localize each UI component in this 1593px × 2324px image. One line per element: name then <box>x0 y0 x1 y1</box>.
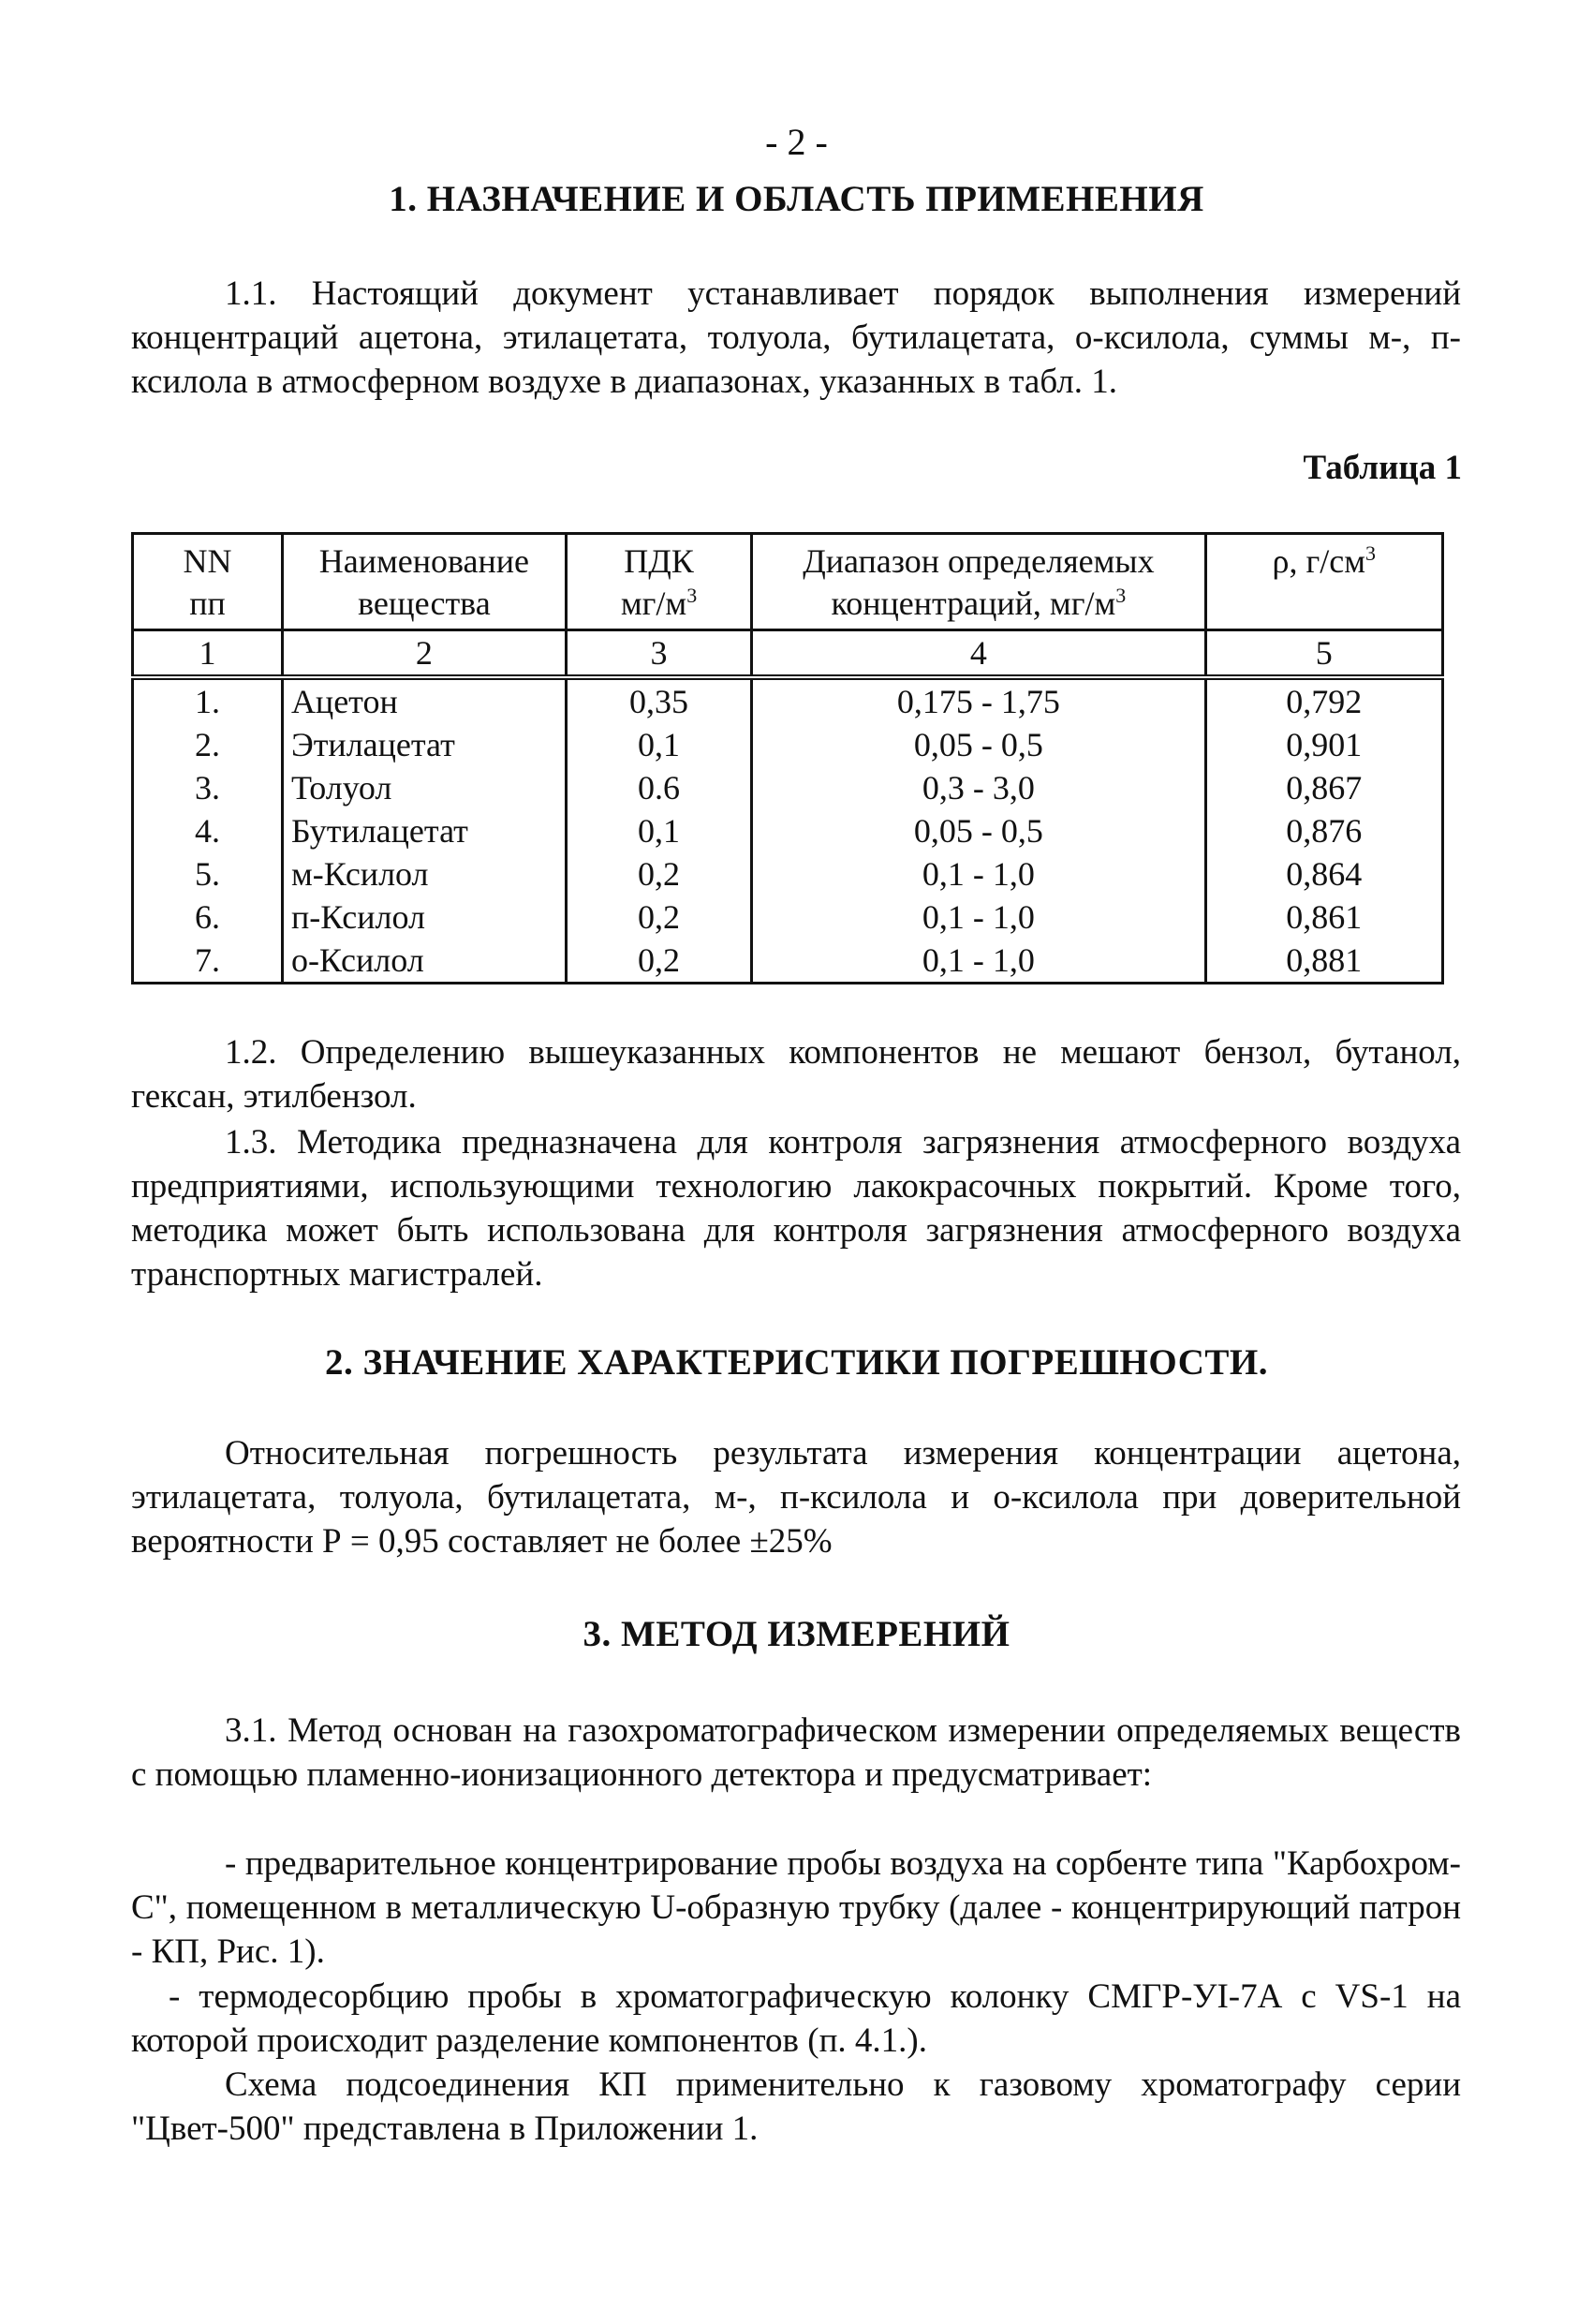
row-number: 2. <box>133 723 283 766</box>
header-name-line2: вещества <box>358 585 491 622</box>
table-row <box>133 896 1443 939</box>
header-cell-name <box>282 534 566 630</box>
substance-name: Ацетон <box>282 677 566 723</box>
concentration-table <box>131 532 1444 984</box>
section-2-heading: 2. ЗНАЧЕНИЕ ХАРАКТЕРИСТИКИ ПОГРЕШНОСТИ. <box>325 1342 1268 1383</box>
paragraph-2: Относительная погрешность результата измерения концентрации ацетона, этилацетата, толуола, бутилацетата, м-, п-ксилола и о-ксилола при доверительной вероятности Р = 0,95 составляет не более ±25% <box>131 1434 1461 1561</box>
range-value: 0,175 - 1,75 <box>752 677 1205 723</box>
paragraph-1-2: 1.2. Определению вышеуказанных компонентов не мешают бензол, бутанол, гексан, этилбензол. <box>131 1033 1461 1116</box>
column-number: 4 <box>752 630 1205 678</box>
header-pdk-line1: ПДК <box>624 542 694 580</box>
header-density-sup: 3 <box>1365 541 1377 565</box>
list-item-thermodesorption: - термодесорбцию пробы в хроматографическую колонку СМГР-УI-7А с VS-1 на которой происходит разделение компонентов (п. 4.1.). <box>131 1977 1461 2060</box>
header-cell-number <box>133 534 283 630</box>
pdk-value: 0,2 <box>566 852 751 896</box>
row-number: 3. <box>133 766 283 809</box>
header-range-line2 <box>760 583 1196 625</box>
row-number: 6. <box>133 896 283 939</box>
list-item-concentration: - предварительное концентрирование пробы воздуха на сорбенте типа "Карбохром-С", помещенном в металлическую U-образную трубку (далее - концентрирующий патрон - КП, Рис. 1). <box>131 1844 1461 1971</box>
pdk-value: 0,2 <box>566 939 751 984</box>
table-row <box>133 723 1443 766</box>
paragraph-scheme: Схема подсоединения КП применительно к газовому хроматографу серии "Цвет-500" представлена в Приложении 1. <box>131 2065 1461 2148</box>
header-pdk-sup: 3 <box>686 584 698 607</box>
table-row <box>133 766 1443 809</box>
substance-name: п-Ксилол <box>282 896 566 939</box>
range-value: 0,1 - 1,0 <box>752 852 1205 896</box>
substance-name: о-Ксилол <box>282 939 566 984</box>
range-value: 0,3 - 3,0 <box>752 766 1205 809</box>
density-value: 0,864 <box>1205 852 1442 896</box>
pdk-value: 0,1 <box>566 809 751 852</box>
header-range-line1: Диапазон определяемых <box>803 542 1155 580</box>
header-density-line1 <box>1215 540 1434 583</box>
header-pdk-unit: мг/м <box>620 585 687 622</box>
table-row <box>133 852 1443 896</box>
pdk-value: 0,35 <box>566 677 751 723</box>
density-value: 0,792 <box>1205 677 1442 723</box>
paragraph-1-1: 1.1. Настоящий документ устанавливает порядок выполнения измерений концентраций ацетона, этилацетата, толуола, бутилацетата, о-ксилола, суммы м-, п-ксилола в атмосферном воздухе в диапазонах, указанных в табл. 1. <box>131 274 1461 401</box>
substance-name: м-Ксилол <box>282 852 566 896</box>
header-range-unit: концентраций, мг/м <box>831 585 1116 622</box>
density-value: 0,881 <box>1205 939 1442 984</box>
density-value: 0,861 <box>1205 896 1442 939</box>
page-number: - 2 - <box>765 121 828 163</box>
substance-name: Этилацетат <box>282 723 566 766</box>
range-value: 0,05 - 0,5 <box>752 809 1205 852</box>
header-name-line1: Наименование <box>318 542 530 580</box>
paragraph-1-3: 1.3. Методика предназначена для контроля загрязнения атмосферного воздуха предприятиями, использующими технологию лакокрасочных покрытий. Кроме того, методика может быть использована для контроля загрязнения атмосферного воздуха транспортных магистралей. <box>131 1123 1461 1294</box>
column-number: 1 <box>133 630 283 678</box>
header-cell-density <box>1205 534 1442 630</box>
table-row <box>133 809 1443 852</box>
substance-name: Толуол <box>282 766 566 809</box>
density-value: 0,901 <box>1205 723 1442 766</box>
section-3-heading: 3. МЕТОД ИЗМЕРЕНИЙ <box>583 1614 1010 1654</box>
header-density-unit: ρ, г/см <box>1272 542 1366 580</box>
pdk-value: 0,2 <box>566 896 751 939</box>
range-value: 0,1 - 1,0 <box>752 896 1205 939</box>
column-number: 5 <box>1205 630 1442 678</box>
header-pdk-line2 <box>575 583 743 625</box>
row-number: 4. <box>133 809 283 852</box>
row-number: 1. <box>133 677 283 723</box>
pdk-value: 0.6 <box>566 766 751 809</box>
header-range-sup: 3 <box>1115 584 1127 607</box>
range-value: 0,1 - 1,0 <box>752 939 1205 984</box>
column-number-row <box>133 630 1443 678</box>
row-number: 7. <box>133 939 283 984</box>
density-value: 0,867 <box>1205 766 1442 809</box>
table-row <box>133 677 1443 723</box>
column-number: 2 <box>282 630 566 678</box>
header-number-line1: NN <box>183 542 232 580</box>
row-number: 5. <box>133 852 283 896</box>
substance-name: Бутилацетат <box>282 809 566 852</box>
column-number: 3 <box>566 630 751 678</box>
section-1-heading: 1. НАЗНАЧЕНИЕ И ОБЛАСТЬ ПРИМЕНЕНИЯ <box>389 179 1204 219</box>
table-row <box>133 939 1443 984</box>
paragraph-3-1: 3.1. Метод основан на газохроматографическом измерении определяемых веществ с помощью пламенно-ионизационного детектора и предусматривает: <box>131 1711 1461 1794</box>
range-value: 0,05 - 0,5 <box>752 723 1205 766</box>
table-header-row <box>133 534 1443 630</box>
header-cell-pdk <box>566 534 751 630</box>
pdk-value: 0,1 <box>566 723 751 766</box>
header-cell-range <box>752 534 1205 630</box>
header-number-line2: пп <box>189 585 226 622</box>
table-caption: Таблица 1 <box>1303 449 1462 487</box>
density-value: 0,876 <box>1205 809 1442 852</box>
